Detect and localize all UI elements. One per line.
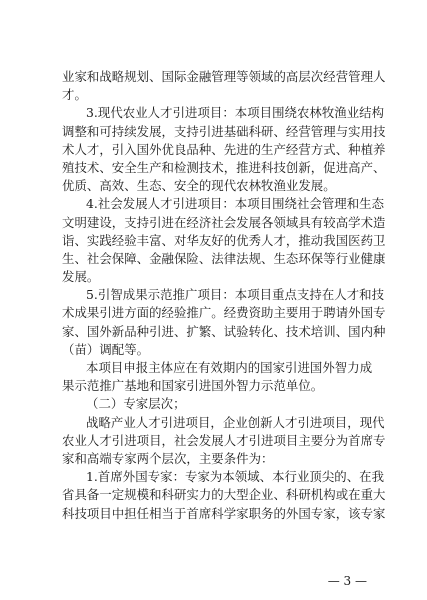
text-line: 果示范推广基地和国家引进国外智力示范单位。 xyxy=(62,378,324,394)
text-line: 术人才，引入国外优良品种、先进的生产经营方式、种植养 xyxy=(62,141,386,157)
text-line: 4.社会发展人才引进项目：本项目围绕社会管理和生态 xyxy=(86,196,385,212)
text-line: 1.首席外国专家：专家为本领域、本行业顶尖的、在我 xyxy=(86,469,385,485)
text-line: 诣、实践经验丰富、对华友好的优秀人才，推动我国医药卫 xyxy=(62,232,386,248)
text-line: 才。 xyxy=(62,87,87,103)
text-line: 5.引智成果示范推广项目：本项目重点支持在人才和技 xyxy=(86,287,385,303)
text-line: （苗）调配等。 xyxy=(62,341,150,357)
text-line: 业家和战略规划、国际金融管理等领域的高层次经营管理人 xyxy=(62,69,386,84)
text-line: 家、国外新品种引进、扩繁、试验转化、技术培训、国内种 xyxy=(62,323,386,339)
text-line: 家和高端专家两个层次，主要条件为： xyxy=(62,450,274,466)
text-line: 科技项目中担任相当于首席科学家职务的外国专家，该专家 xyxy=(62,505,386,521)
text-line: 农业人才引进项目，社会发展人才引进项目主要分为首席专 xyxy=(62,432,386,448)
text-line: 术成果引进方面的经验推广。经费资助主要用于聘请外国专 xyxy=(62,305,386,321)
text-line: 3.现代农业人才引进项目：本项目围绕农林牧渔业结构 xyxy=(86,105,385,121)
text-line: （二）专家层次； xyxy=(86,396,186,412)
text-line: 战略产业人才引进项目，企业创新人才引进项目，现代 xyxy=(86,414,385,430)
text-line: 文明建设，支持引进在经济社会发展各领域具有较高学术造 xyxy=(62,214,386,230)
text-line: 优质、高效、生态、安全的现代农林牧渔业发展。 xyxy=(62,178,336,194)
text-line: 生、社会保障、金融保险、法律法规、生态环保等行业健康 xyxy=(62,250,386,266)
text-line: 殖技术、安全生产和检测技术，推进科技创新，促进高产、 xyxy=(62,159,386,175)
text-line: 调整和可持续发展，支持引进基础科研、经营管理与实用技 xyxy=(62,123,386,139)
text-line: 发展。 xyxy=(62,269,100,285)
page-number: — 3 — xyxy=(327,574,367,588)
text-line: 本项目申报主体应在有效期内的国家引进国外智力成 xyxy=(86,360,373,375)
document-body xyxy=(62,68,386,523)
text-line: 省具备一定规模和科研实力的大型企业、科研机构或在重大 xyxy=(62,487,386,503)
